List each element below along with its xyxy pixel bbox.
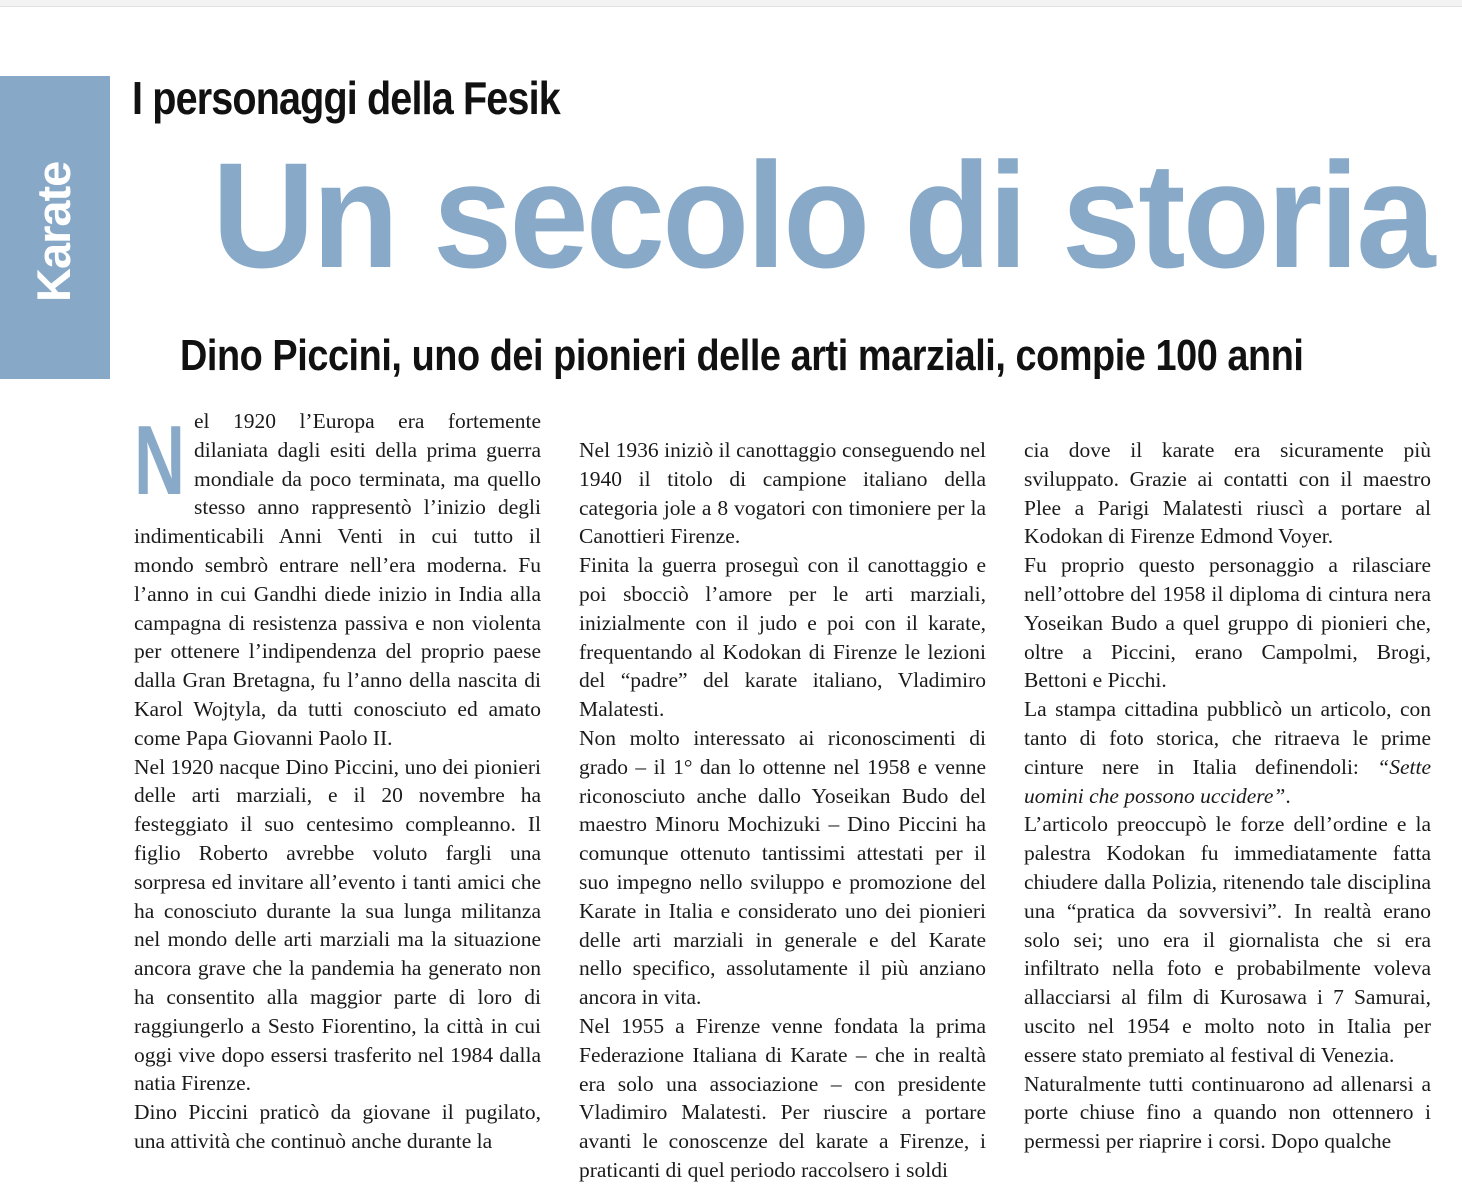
article-column-1: [134, 407, 541, 1156]
article-paragraph: Naturalmente tutti continuarono ad allenarsi a porte chiuse fino a quando non ottennero i permessi per riaprire i corsi. Dopo qualche: [1024, 1071, 1431, 1154]
article-paragraph: Fu proprio questo personaggio a rilasciare nell’ottobre del 1958 il diploma di cintura nera Yoseikan Budo a quel gruppo di pionieri che, oltre a Piccini, erano Campolmi, Brogi, Bettoni e Picchi.: [1024, 553, 1431, 693]
headline: Un secolo di storia: [212, 131, 1433, 299]
press-quote: “Sette uomini che possono uccidere”: [1024, 754, 1431, 808]
top-edge-strip: [0, 0, 1462, 7]
article-paragraph: Finita la guerra proseguì con il canottaggio e poi sbocciò l’amore per le arti marziali, inizialmente con il judo e poi con il karate, frequentando al Kodokan di Firenze le lezioni del “padre” del karate italiano, Vladimiro Malatesti.: [579, 553, 986, 722]
article-paragraph: Nel 1955 a Firenze venne fondata la prima Federazione Italiana di Karate – che in realtà era solo una associazione – con presidente Vladimiro Malatesti. Per riuscire a portare avanti le conoscenze del karate a Firenze, i praticanti di quel periodo raccolsero i soldi: [579, 1013, 986, 1182]
article-paragraph: Dino Piccini praticò da giovane il pugilato, una attività che continuò anche durante la: [134, 1100, 541, 1153]
article-paragraph: L’articolo preoccupò le forze dell’ordine e la palestra Kodokan fu immediatamente fatta chiudere dalla Polizia, ritenendo tale disciplina una “pratica da sovversivi”. In realtà erano solo sei; uno era il giornalista che si era infiltrato nella foto e probabilmente voleva allacciarsi al film di Kurosawa i 7 Samurai, uscito nel 1954 e molto noto in Italia per essere stato premiato al festival di Venezia.: [1024, 812, 1431, 1067]
article-paragraph: cia dove il karate era sicuramente più sviluppato. Grazie ai contatti con il maestro Plee a Parigi Malatesti riuscì a portare al Kodokan di Firenze Edmond Voyer.: [1024, 438, 1431, 549]
kicker-title: I personaggi della Fesik: [132, 72, 560, 124]
subheadline: Dino Piccini, uno dei pionieri delle arti marziali, compie 100 anni: [180, 331, 1304, 380]
paragraph-text: el 1920 l’Europa era fortemente dilaniata dagli esiti della prima guerra mondiale da poco terminata, ma quello stesso anno rappresentò l’inizio degli indimenticabili Anni Venti in cui tutto il mondo sembrò entrare nell’era moderna. Fu l’anno in cui Gandhi diede inizio in India alla campagna di resistenza passiva e non violenta per ottenere l’indipendenza del proprio paese dalla Gran Bretagna, fu l’anno della nascita di Karol Wojtyla, da tutti conosciuto ed amato come Papa Giovanni Paolo II.: [134, 409, 541, 750]
article-paragraph: [134, 407, 541, 753]
press-text-end: .: [1285, 783, 1291, 808]
press-paragraph: [1024, 695, 1431, 810]
section-tab: [0, 76, 110, 379]
press-text: La stampa cittadina pubblicò un articolo, con tanto di foto storica, che ritraeva le prime cinture nere in Italia definendoli:: [1024, 697, 1431, 779]
article-paragraph: Non molto interessato ai riconoscimenti di grado – il 1° dan lo ottenne nel 1958 e venne riconosciuto anche dallo Yoseikan Budo del maestro Minoru Mochizuki – Dino Piccini ha comunque ottenuto tantissimi attestati per il suo impegno nello sviluppo e promozione del Karate in Italia e considerato uno dei pionieri delle arti marziali in generale e del Karate nello specifico, assolutamente il più anziano ancora in vita.: [579, 725, 986, 1010]
article-column-2: [579, 436, 986, 1185]
article-paragraph: Nel 1920 nacque Dino Piccini, uno dei pionieri delle arti marziali, e il 20 novembre ha festeggiato il suo centesimo compleanno. Il figlio Roberto avrebbe voluto fargli una sorpresa ed invitare all’evento i tanti amici che ha conosciuto durante la sua lunga militanza nel mondo delle arti marziali ma la situazione ancora grave che la pandemia ha generato non ha consentito alla maggior parte di loro di raggiungerlo a Sesto Fiorentino, la città in cui oggi vive dopo essersi trasferito nel 1984 dalla natia Firenze.: [134, 754, 541, 1096]
section-tab-label: Karate: [27, 161, 80, 302]
drop-cap: N: [134, 405, 185, 515]
article-paragraph: Nel 1936 iniziò il canottaggio conseguendo nel 1940 il titolo di campione italiano della categoria jole a 8 vogatori con timoniere per la Canottieri Firenze.: [579, 438, 986, 549]
article-column-3: [1024, 436, 1431, 1156]
